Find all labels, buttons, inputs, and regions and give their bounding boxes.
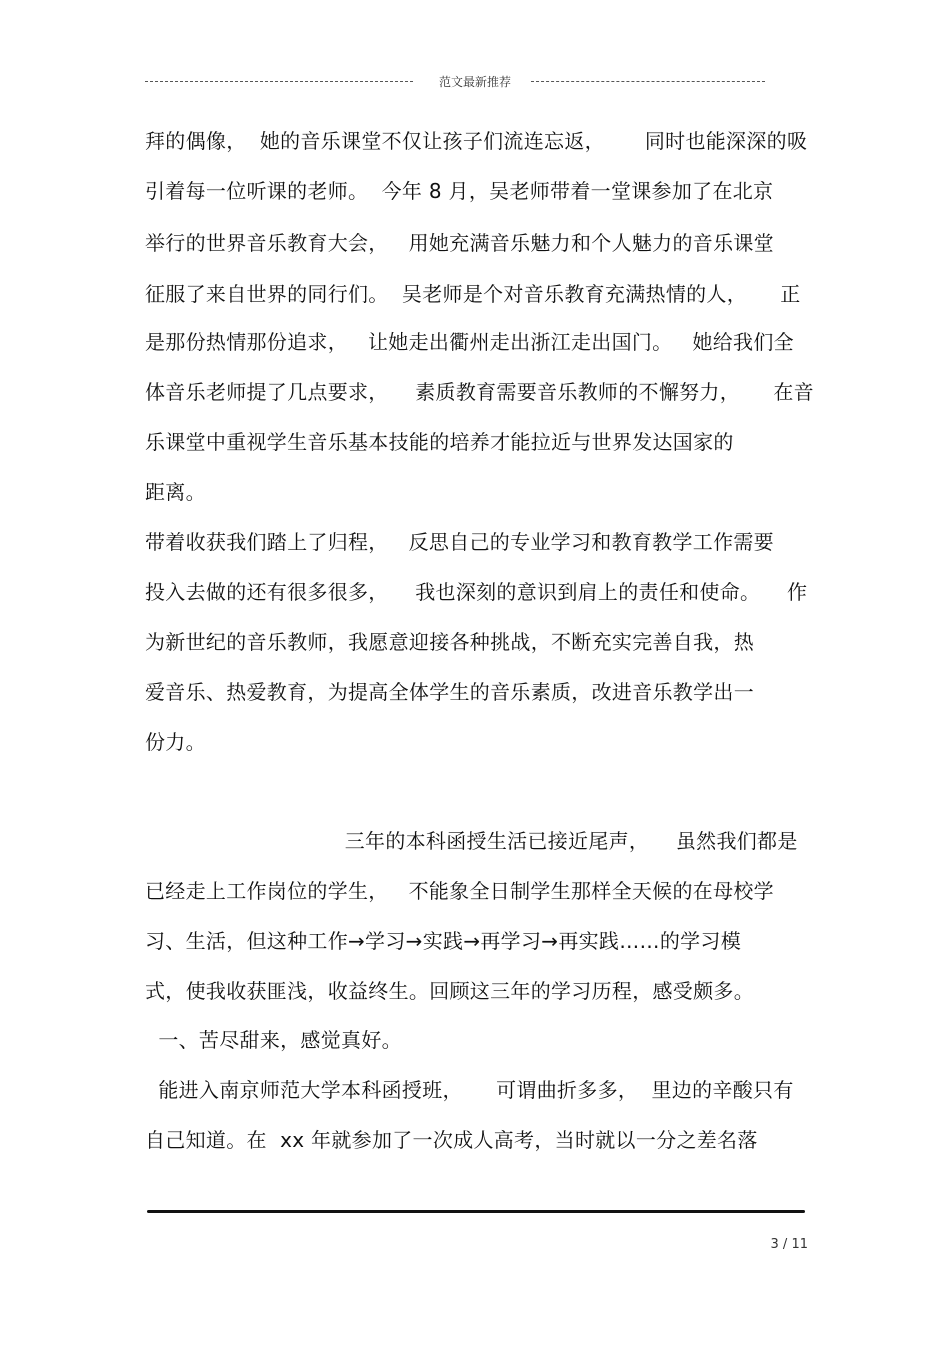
text-line: 份力。: [145, 730, 206, 754]
header-left-divider: [145, 81, 413, 82]
text-line: 征服了来自世界的同行们。 吴老师是个对音乐教育充满热情的人， 正: [145, 282, 801, 306]
text-line: 投入去做的还有很多很多， 我也深刻的意识到肩上的责任和使命。 作: [145, 580, 808, 604]
page-header: [145, 72, 765, 92]
text-line: 三年的本科函授生活已接近尾声， 虽然我们都是: [145, 829, 798, 853]
page-number: 3 / 11: [770, 1237, 808, 1252]
text-line: 式，使我收获匪浅，收益终生。回顾这三年的学习历程，感受颇多。: [145, 979, 754, 1003]
text-line: 习、生活，但这种工作→学习→实践→再学习→再实践……的学习模: [145, 929, 742, 953]
header-right-divider: [531, 81, 765, 82]
text-line: 乐课堂中重视学生音乐基本技能的培养才能拉近与世界发达国家的: [145, 430, 734, 454]
text-line: 为新世纪的音乐教师，我愿意迎接各种挑战，不断充实完善自我，热: [145, 630, 754, 654]
text-line: 体音乐老师提了几点要求， 素质教育需要音乐教师的不懈努力， 在音: [145, 380, 814, 404]
footer-rule: [147, 1210, 805, 1213]
text-line: 已经走上工作岗位的学生， 不能象全日制学生那样全天候的在母校学: [145, 879, 774, 903]
header-title: 范文最新推荐: [438, 75, 511, 89]
text-line: 自己知道。在 xx 年就参加了一次成人高考，当时就以一分之差名落: [145, 1128, 758, 1152]
text-line: 一、苦尽甜来，感觉真好。: [145, 1028, 402, 1052]
text-line: 举行的世界音乐教育大会， 用她充满音乐魅力和个人魅力的音乐课堂: [145, 231, 774, 255]
text-line: 带着收获我们踏上了归程， 反思自己的专业学习和教育教学工作需要: [145, 530, 774, 554]
text-line: 拜的偶像， 她的音乐课堂不仅让孩子们流连忘返， 同时也能深深的吸: [145, 129, 808, 153]
text-line: 引着每一位听课的老师。 今年 8 月，吴老师带着一堂课参加了在北京: [145, 179, 774, 203]
text-line: 爱音乐、热爱教育，为提高全体学生的音乐素质，改进音乐教学出一: [145, 680, 754, 704]
text-line: 距离。: [145, 480, 206, 504]
text-line: 能进入南京师范大学本科函授班， 可谓曲折多多， 里边的辛酸只有: [145, 1078, 794, 1102]
text-line: 是那份热情那份追求， 让她走出衢州走出浙江走出国门。 她给我们全: [145, 330, 794, 354]
